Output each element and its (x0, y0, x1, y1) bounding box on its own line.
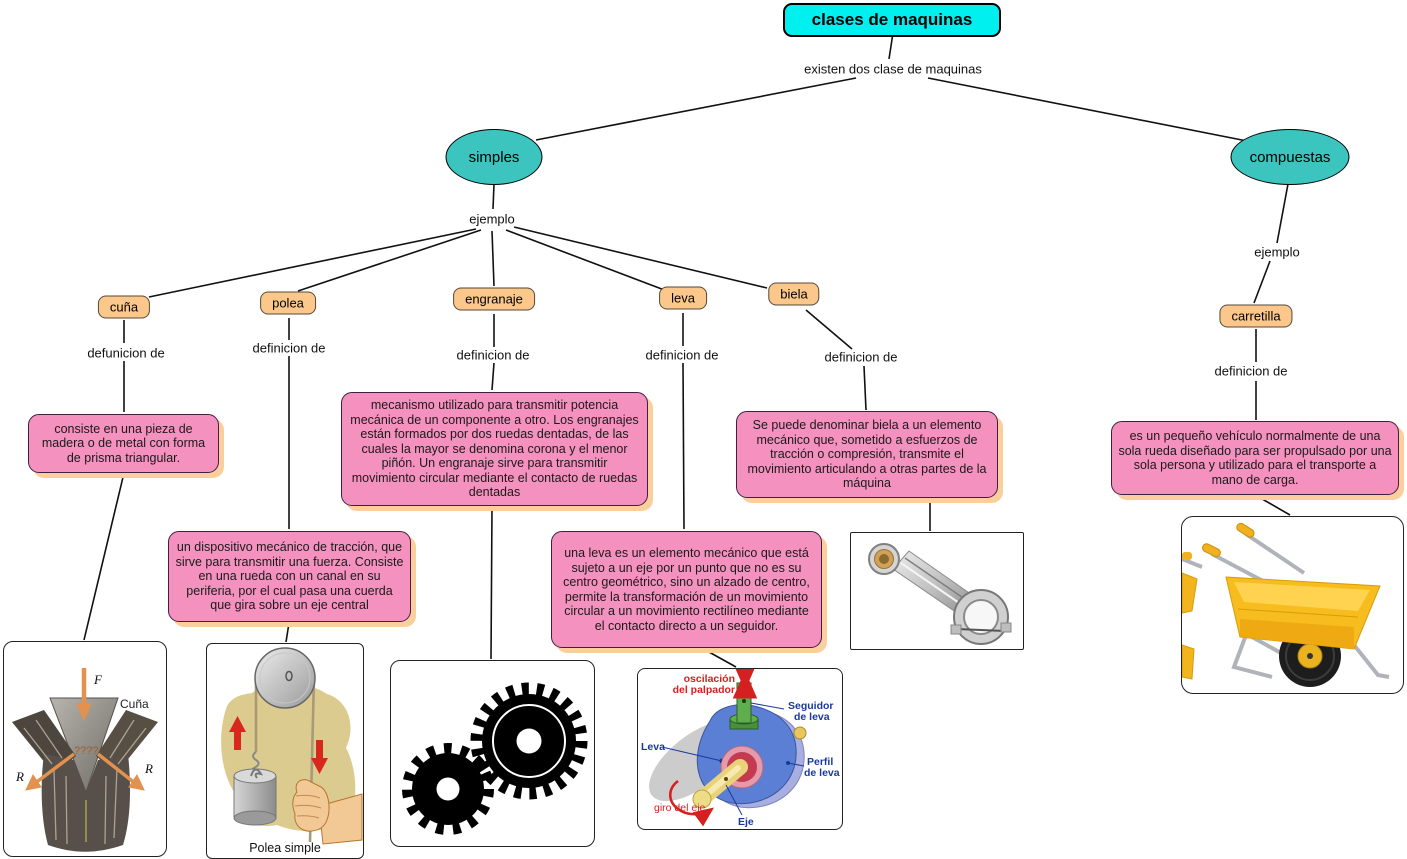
concept-leva[interactable]: leva (659, 287, 707, 310)
seguidor-label-1: Seguidor (788, 700, 834, 712)
concept-engranaje[interactable]: engranaje (453, 288, 535, 311)
link-label-leva: definicion de (645, 347, 719, 363)
figure-engranaje-image[interactable] (390, 660, 595, 847)
eje-label: Eje (738, 816, 754, 828)
link-label-engranaje: definicion de (456, 347, 530, 363)
link-label-cuna: defunicion de (87, 345, 165, 361)
branch-compuestas[interactable]: compuestas (1231, 129, 1350, 185)
large-gear (478, 690, 580, 792)
figure-carretilla-image[interactable] (1181, 516, 1404, 694)
definition-engranaje[interactable]: mecanismo utilizado para transmitir potencia mecánica de un componente a otro. Los engranajes están formados por dos ruedas dentadas, de las cuales la mayor se denomina corona y el menor piñón. Un engranaje sirve para transmitir movimiento circular mediante el contacto de ruedas dentadas (341, 392, 648, 506)
wheelbarrow-illustration (1182, 517, 1403, 693)
link-label-ejemplo-simples: ejemplo (469, 211, 515, 227)
tub (1226, 577, 1380, 649)
definition-carretilla[interactable]: es un pequeño vehículo normalmente de una sola rueda diseñado para ser propulsado por una sola persona y utilizado para el transporte a mano de carga. (1111, 421, 1399, 495)
pulley-wheel (255, 648, 315, 708)
figure-biela-image[interactable] (850, 532, 1024, 650)
gears-illustration (391, 661, 594, 846)
link-label-carretilla: definicion de (1214, 363, 1288, 379)
leva-label: Leva (641, 741, 665, 753)
cam-pin (794, 727, 806, 739)
force-f-label: F (94, 672, 102, 687)
concept-polea[interactable]: polea (260, 292, 316, 315)
partial-wheelbarrow (1182, 552, 1202, 679)
branch-simples[interactable]: simples (446, 129, 543, 185)
link-label-ejemplo-compuestas: ejemplo (1254, 244, 1300, 260)
small-end (869, 544, 899, 574)
definition-cuna[interactable]: consiste en una pieza de madera o de metal con forma de prisma triangular. (28, 414, 219, 473)
concept-carretilla[interactable]: carretilla (1219, 305, 1292, 328)
reaction-left-label: R (16, 769, 24, 784)
root-link-label: existen dos clase de maquinas (804, 61, 982, 77)
cuna-caption: Cuña (120, 697, 149, 711)
seguidor-label-2: de leva (794, 711, 830, 723)
cuna-wedge-illustration (4, 642, 166, 856)
oscilacion-label-2: del palpador (672, 684, 735, 696)
cam-diagram (638, 669, 842, 829)
oscilacion-label-1: oscilación (683, 673, 735, 685)
polea-illustration (207, 644, 363, 858)
root-node[interactable]: clases de maquinas (783, 3, 1001, 37)
definition-leva[interactable]: una leva es un elemento mecánico que está sujeto a un eje por un punto que no es su centro geométrico, sino un alzado de centro, permite la transformación de un movimiento circular a un movimiento rectilíneo mediante el contacto directo a un seguidor. (551, 531, 822, 648)
figure-leva-image[interactable] (637, 668, 843, 830)
reaction-right-label: R (145, 761, 153, 776)
link-label-polea: definicion de (252, 340, 326, 356)
definition-biela[interactable]: Se puede denominar biela a un elemento mecánico que, sometido a esfuerzos de tracción o compresión, transmite el movimiento articulando a otras partes de la máquina (736, 411, 998, 498)
concept-cuna[interactable]: cuña (98, 296, 150, 319)
giro-label: giro del eje (654, 802, 706, 814)
concept-biela[interactable]: biela (768, 283, 819, 306)
perfil-label-2: de leva (804, 767, 840, 779)
cuna-unknown-label: ???? (74, 745, 99, 757)
definition-polea[interactable]: un dispositivo mecánico de tracción, que sirve para transmitir una fuerza. Consiste en una rueda con un canal en su periferia, por el cual pasa una cuerda que gira sobre un eje central (168, 531, 411, 622)
perfil-label-1: Perfil (807, 756, 834, 768)
connecting-rod-illustration (851, 533, 1023, 649)
polea-caption: Polea simple (249, 841, 321, 855)
small-gear (408, 749, 488, 829)
weight (234, 769, 276, 825)
figure-cuna-image[interactable] (3, 641, 167, 857)
figure-polea-image[interactable] (206, 643, 364, 859)
link-label-biela: definicion de (824, 349, 898, 365)
